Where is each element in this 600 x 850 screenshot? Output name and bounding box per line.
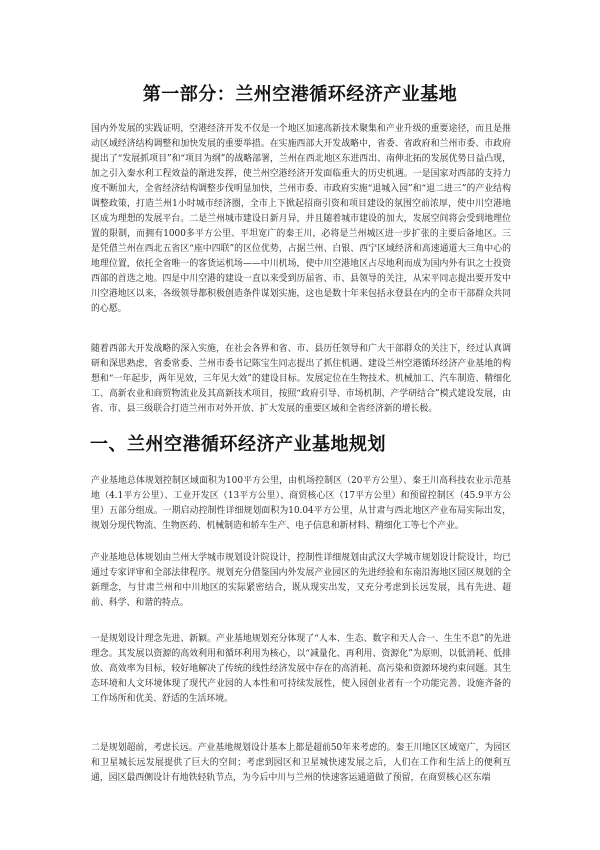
section-paragraph: 产业基地总体规划控制区域面积为100平方公里，由机场控制区（20平方公里）、秦王川高科技农业示范基地（4.1平方公里）、工业开发区（13平方公里）、商贸核心区（17平方公里）和预留控制区（45.9平方公里）五部分组成。一期启动控制性详细规划面积为10.04平方公里，从甘肃与西北地区产业布局实际出发，规划分现代物流、生物医药、机械制造和轿车生产、电子信息和新材料、精细化工等七个产业。 (91, 476, 511, 531)
page-title: 第一部分：兰州空港循环经济产业基地 (142, 84, 458, 105)
section-paragraph: 一是规划设计理念先进、新颖。产业基地规划充分体现了“人本、生态、数字和天人合一、生生不息”的先进理念。其发展以资源的高效利用和循环利用为核心，以“减量化、再利用、资源化”为原则，以低消耗、低排放、高效率为目标，较好地解决了传统的线性经济发展中存在的高消耗、高污染和资源环境约束问题。其生态环境和人文环境体现了现代产业园的人本性和可持续发展性，使入园创业者有一个功能完善、设施齐备的工作场所和优美、舒适的生活环境。 (91, 634, 511, 704)
intro-paragraph: 国内外发展的实践证明，空港经济开发不仅是一个地区加速高新技术聚集和产业升级的重要途径，而且是推动区域经济结构调整和加快发展的重要举措。在实施西部大开发战略中，省委、省政府和兰州市委、市政府提出了“发展抓项目”和“项目为纲”的战略部署，兰州在西北地区东进西出、南伸北拓的发展优势日益凸现，加之引入秦水利工程效益的渐进发挥，使兰州空港经济开发面临重大的历史机遇。一是国家对西部的支持力度不断加大，全省经济结构调整步伐明显加快，兰州市委、市政府实施“退城入园”和“退二进三”的产业结构调整政策，打造兰州1小时城市经济圈，全市上下掀起招商引资和项目建设的氛围空前浓厚，使中川空港地区成为理想的发展平台。二是兰州城市建设日新月异，并且随着城市建设的加大，发展空间将会受到地理位置的限制，而拥有1000多平方公里、平坦宽广的秦王川，必将是兰州城区进一步扩张的主要后备地区。三是凭借兰州在西北五省区“座中四联”的区位优势，占据兰州、白银、西宁区域经济和高速通道大三角中心的地理位置，依托全省唯一的客货运机场——中川机场，使中川空港地区占尽地利而成为国内外有识之士投资西部的首选之地。四是中川空港的建设一直以来受到历届省、市、县领导的关注，从宋平同志提出要开发中川空港地区以来，各级领导都积极创造条件谋划实施，这也是数十年来包括永登县在内的全市干部群众共同的心愿。 (91, 124, 511, 314)
intro-paragraph: 随着西部大开发战略的深入实施，在社会各界和省、市、县历任领导和广大干部群众的关注下，经过认真调研和深思熟虑，省委常委、兰州市委书记陈宝生同志提出了抓住机遇、建设兰州空港循环经济产业基地的构想和“一年起步，两年见效，三年见大效”的建设目标。发展定位在生物技术、机械加工、汽车制造、精细化工、高新农业和商贸物流业及其高新技术项目，按照“政府引导、市场机制、产学研结合”模式建设发展，由省、市、县三级联合打造兰州市对外开放、扩大发展的重要区域和全省经济新的增长极。 (91, 344, 511, 414)
section-heading: 一、兰州空港循环经济产业基地规划 (90, 434, 386, 455)
section-paragraph: 产业基地总体规划由兰州大学城市规划设计院设计，控制性详细规划由武汉大学城市规划设计院设计，均已通过专家评审和全部法律程序。规划充分借鉴国内外发展产业园区的先进经验和东南沿海地区园区规划的全新理念，与甘肃兰州和中川地区的实际紧密结合，既从现实出发，又充分考虑到长远发展，具有先进、超前、科学、和谐的特点。 (91, 553, 511, 608)
section-paragraph: 二是规划超前，考虑长远。产业基地规划设计基本上都是超前50年来考虑的。秦王川地区区域宽广，为园区和卫星城长远发展提供了巨大的空间；考虑到园区和卫星城快速发展之后，人们在工作和生活上的便利互通，园区最西侧设计有地铁轻轨节点，为今后中川与兰州的快速客运通道做了预留，在商贸核心区东端 (91, 743, 511, 783)
